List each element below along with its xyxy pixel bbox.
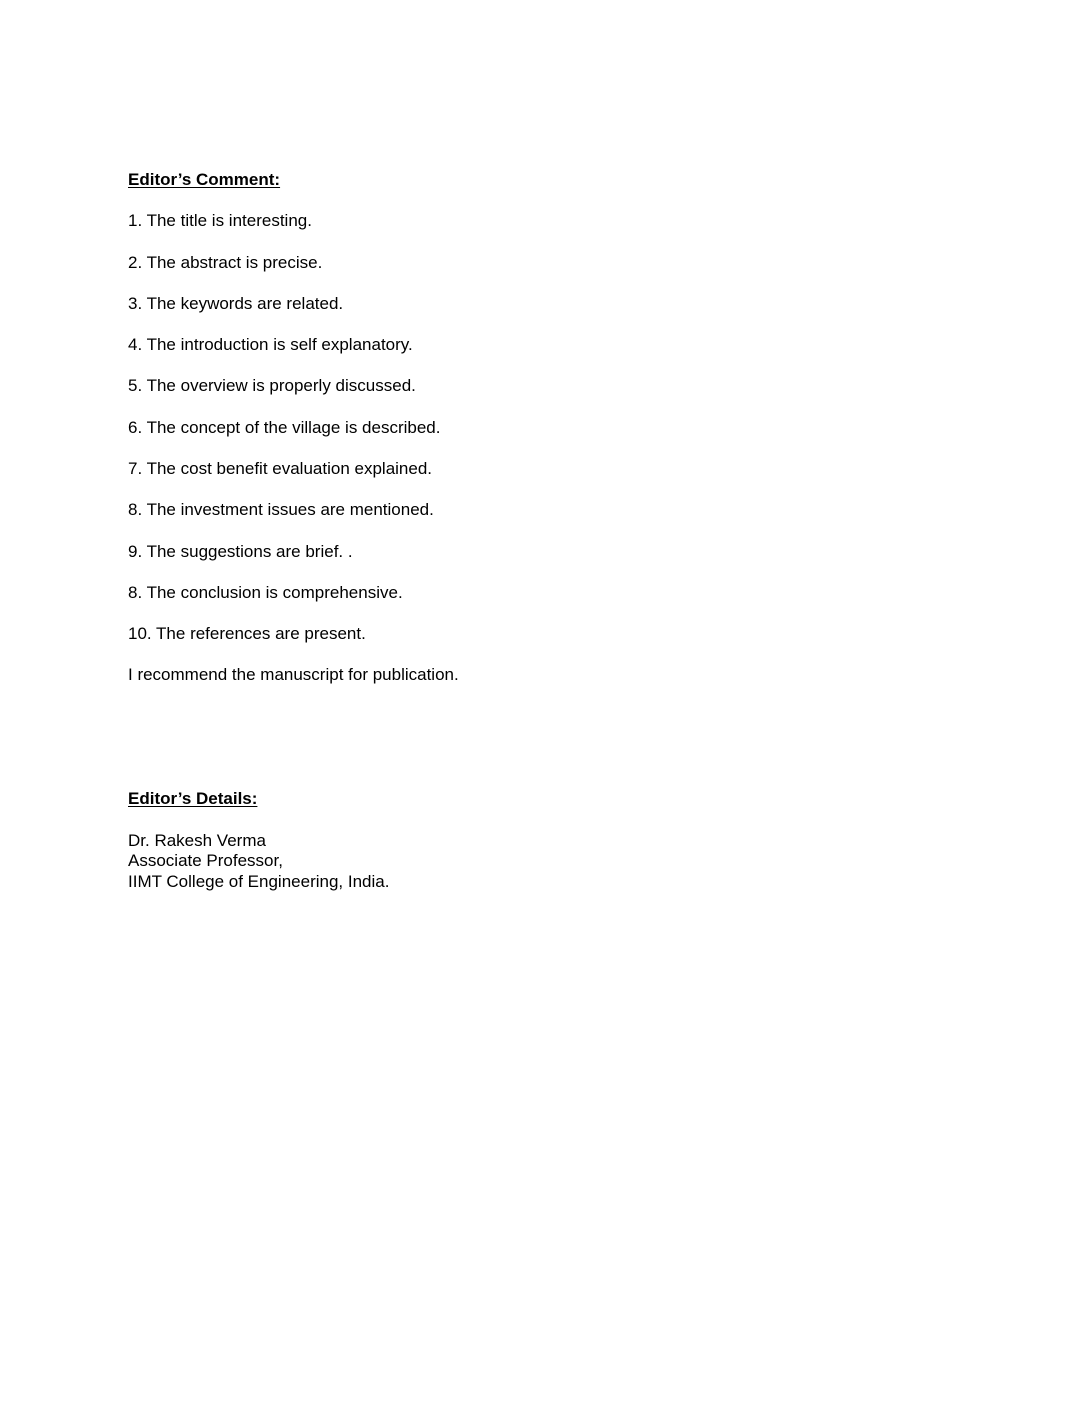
comment-item: 7. The cost benefit evaluation explained. bbox=[128, 459, 433, 478]
comment-item: 2. The abstract is precise. bbox=[128, 253, 323, 272]
editors-details-heading: Editor’s Details: bbox=[128, 789, 258, 808]
comment-item: 8. The investment issues are mentioned. bbox=[128, 500, 434, 519]
comment-item: 6. The concept of the village is described. bbox=[128, 418, 441, 437]
editor-affiliation: IIMT College of Engineering, India. bbox=[128, 872, 390, 891]
comment-item: 3. The keywords are related. bbox=[128, 294, 344, 313]
comment-item: 5. The overview is properly discussed. bbox=[128, 376, 416, 395]
editor-position: Associate Professor, bbox=[128, 851, 283, 870]
comment-item: 10. The references are present. bbox=[128, 624, 366, 643]
comment-item: 4. The introduction is self explanatory. bbox=[128, 335, 413, 354]
comment-item: 1. The title is interesting. bbox=[128, 211, 312, 230]
editors-comment-heading: Editor’s Comment: bbox=[128, 170, 281, 189]
comment-item: 8. The conclusion is comprehensive. bbox=[128, 583, 403, 602]
recommendation-text: I recommend the manuscript for publication. bbox=[128, 665, 459, 684]
comment-item: 9. The suggestions are brief. . bbox=[128, 542, 353, 561]
editor-name: Dr. Rakesh Verma bbox=[128, 831, 266, 850]
